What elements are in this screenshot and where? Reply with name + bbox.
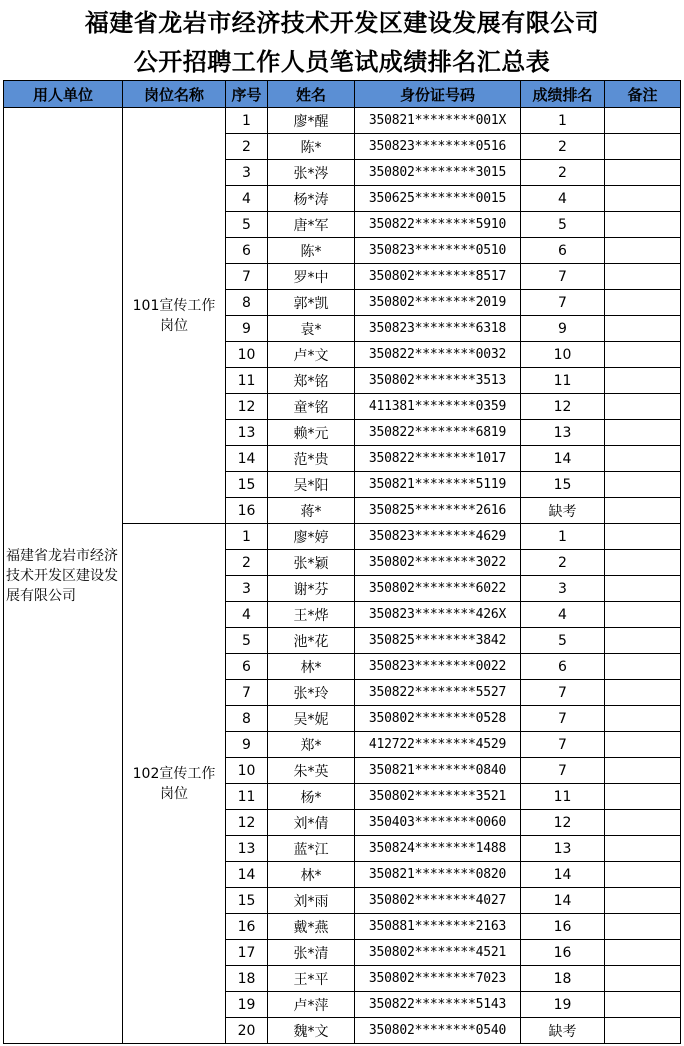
name-cell: 卢*萍 [268,992,355,1018]
note-cell [605,342,681,368]
note-cell [605,108,681,134]
id-number-cell: 350822********1017 [355,446,521,472]
id-number-cell: 350802********4521 [355,940,521,966]
name-cell: 吴*阳 [268,472,355,498]
id-number-cell: 411381********0359 [355,394,521,420]
number-cell: 13 [226,420,268,446]
id-number-cell: 350802********3022 [355,550,521,576]
note-cell [605,888,681,914]
number-cell: 5 [226,212,268,238]
rank-cell: 1 [521,524,605,550]
rank-cell: 18 [521,966,605,992]
name-cell: 赖*元 [268,420,355,446]
note-cell [605,836,681,862]
number-cell: 3 [226,160,268,186]
rank-cell: 4 [521,186,605,212]
id-number-cell: 350802********3521 [355,784,521,810]
name-cell: 戴*燕 [268,914,355,940]
name-cell: 王*烨 [268,602,355,628]
number-cell: 2 [226,550,268,576]
header-unit: 用人单位 [4,81,123,108]
id-number-cell: 350802********6022 [355,576,521,602]
number-cell: 10 [226,758,268,784]
id-number-cell: 350821********5119 [355,472,521,498]
name-cell: 陈* [268,238,355,264]
id-number-cell: 350825********2616 [355,498,521,524]
name-cell: 张*颖 [268,550,355,576]
number-cell: 11 [226,368,268,394]
number-cell: 18 [226,966,268,992]
table-row [4,108,681,134]
name-cell: 蒋* [268,498,355,524]
id-number-cell: 350822********0032 [355,342,521,368]
note-cell [605,758,681,784]
name-cell: 林* [268,862,355,888]
rank-cell: 11 [521,784,605,810]
note-cell [605,966,681,992]
id-number-cell: 350821********0840 [355,758,521,784]
note-cell [605,940,681,966]
name-cell: 范*贵 [268,446,355,472]
name-cell: 廖*醒 [268,108,355,134]
name-cell: 张*清 [268,940,355,966]
rank-cell: 11 [521,368,605,394]
id-number-cell: 350802********4027 [355,888,521,914]
id-number-cell: 350802********8517 [355,264,521,290]
note-cell [605,732,681,758]
number-cell: 19 [226,992,268,1018]
note-cell [605,264,681,290]
note-cell [605,186,681,212]
id-number-cell: 350823********0516 [355,134,521,160]
note-cell [605,394,681,420]
number-cell: 4 [226,186,268,212]
name-cell: 袁* [268,316,355,342]
note-cell [605,524,681,550]
name-cell: 张*玲 [268,680,355,706]
id-number-cell: 350821********0820 [355,862,521,888]
id-number-cell: 350802********2019 [355,290,521,316]
id-number-cell: 350822********5143 [355,992,521,1018]
id-number-cell: 350802********0528 [355,706,521,732]
rank-cell: 1 [521,108,605,134]
note-cell [605,238,681,264]
rank-cell: 15 [521,472,605,498]
rank-cell: 12 [521,810,605,836]
note-cell [605,498,681,524]
rank-cell: 3 [521,576,605,602]
position-name-cell: 102宣传工作岗位 [123,524,226,1044]
rank-cell: 7 [521,706,605,732]
number-cell: 8 [226,706,268,732]
note-cell [605,914,681,940]
number-cell: 16 [226,914,268,940]
rank-cell: 5 [521,212,605,238]
number-cell: 4 [226,602,268,628]
id-number-cell: 350822********6819 [355,420,521,446]
header-row [4,81,681,108]
name-cell: 郑* [268,732,355,758]
name-cell: 池*花 [268,628,355,654]
note-cell [605,420,681,446]
id-number-cell: 350821********001X [355,108,521,134]
name-cell: 吴*妮 [268,706,355,732]
name-cell: 王*平 [268,966,355,992]
name-cell: 刘*雨 [268,888,355,914]
id-number-cell: 350823********0022 [355,654,521,680]
name-cell: 杨* [268,784,355,810]
header-name: 姓名 [268,81,355,108]
number-cell: 6 [226,654,268,680]
header-position: 岗位名称 [123,81,226,108]
name-cell: 魏*文 [268,1018,355,1044]
number-cell: 9 [226,316,268,342]
note-cell [605,602,681,628]
note-cell [605,290,681,316]
name-cell: 张*涔 [268,160,355,186]
number-cell: 13 [226,836,268,862]
note-cell [605,550,681,576]
name-cell: 卢*文 [268,342,355,368]
number-cell: 7 [226,680,268,706]
name-cell: 陈* [268,134,355,160]
id-number-cell: 350881********2163 [355,914,521,940]
id-number-cell: 350823********4629 [355,524,521,550]
note-cell [605,810,681,836]
note-cell [605,316,681,342]
rank-cell: 缺考 [521,498,605,524]
note-cell [605,368,681,394]
score-ranking-table [3,80,681,1044]
note-cell [605,706,681,732]
id-number-cell: 350823********426X [355,602,521,628]
id-number-cell: 350802********3513 [355,368,521,394]
number-cell: 3 [226,576,268,602]
note-cell [605,654,681,680]
id-number-cell: 350823********6318 [355,316,521,342]
rank-cell: 13 [521,836,605,862]
number-cell: 9 [226,732,268,758]
id-number-cell: 350823********0510 [355,238,521,264]
number-cell: 15 [226,472,268,498]
number-cell: 6 [226,238,268,264]
number-cell: 8 [226,290,268,316]
rank-cell: 7 [521,680,605,706]
rank-cell: 16 [521,940,605,966]
id-number-cell: 350822********5910 [355,212,521,238]
name-cell: 谢*芬 [268,576,355,602]
note-cell [605,1018,681,1044]
rank-cell: 6 [521,654,605,680]
rank-cell: 4 [521,602,605,628]
name-cell: 蓝*江 [268,836,355,862]
note-cell [605,472,681,498]
number-cell: 1 [226,524,268,550]
rank-cell: 14 [521,446,605,472]
rank-cell: 7 [521,732,605,758]
rank-cell: 12 [521,394,605,420]
note-cell [605,212,681,238]
name-cell: 郭*凯 [268,290,355,316]
header-note: 备注 [605,81,681,108]
number-cell: 2 [226,134,268,160]
rank-cell: 6 [521,238,605,264]
name-cell: 罗*中 [268,264,355,290]
name-cell: 刘*倩 [268,810,355,836]
id-number-cell: 350825********3842 [355,628,521,654]
note-cell [605,576,681,602]
rank-cell: 16 [521,914,605,940]
number-cell: 7 [226,264,268,290]
document-title-line2: 公开招聘工作人员笔试成绩排名汇总表 [133,48,551,76]
id-number-cell: 350625********0015 [355,186,521,212]
rank-cell: 5 [521,628,605,654]
name-cell: 唐*军 [268,212,355,238]
rank-cell: 7 [521,758,605,784]
name-cell: 朱*英 [268,758,355,784]
number-cell: 15 [226,888,268,914]
id-number-cell: 350403********0060 [355,810,521,836]
number-cell: 12 [226,810,268,836]
rank-cell: 7 [521,290,605,316]
rank-cell: 10 [521,342,605,368]
note-cell [605,680,681,706]
rank-cell: 缺考 [521,1018,605,1044]
document-title-line1: 福建省龙岩市经济技术开发区建设发展有限公司 [84,9,600,37]
rank-cell: 14 [521,862,605,888]
number-cell: 14 [226,862,268,888]
note-cell [605,628,681,654]
name-cell: 廖*婷 [268,524,355,550]
number-cell: 14 [226,446,268,472]
rank-cell: 13 [521,420,605,446]
note-cell [605,784,681,810]
id-number-cell: 350822********5527 [355,680,521,706]
number-cell: 1 [226,108,268,134]
number-cell: 16 [226,498,268,524]
id-number-cell: 350802********0540 [355,1018,521,1044]
name-cell: 郑*铭 [268,368,355,394]
name-cell: 杨*涛 [268,186,355,212]
rank-cell: 14 [521,888,605,914]
note-cell [605,862,681,888]
employer-unit-cell: 福建省龙岩市经济技术开发区建设发展有限公司 [4,108,123,1044]
name-cell: 童*铭 [268,394,355,420]
position-name-cell: 101宣传工作岗位 [123,108,226,524]
header-id-number: 身份证号码 [355,81,521,108]
rank-cell: 2 [521,160,605,186]
rank-cell: 7 [521,264,605,290]
header-number: 序号 [226,81,268,108]
note-cell [605,992,681,1018]
id-number-cell: 412722********4529 [355,732,521,758]
header-rank: 成绩排名 [521,81,605,108]
number-cell: 17 [226,940,268,966]
number-cell: 11 [226,784,268,810]
rank-cell: 2 [521,134,605,160]
note-cell [605,446,681,472]
rank-cell: 2 [521,550,605,576]
number-cell: 5 [226,628,268,654]
id-number-cell: 350802********7023 [355,966,521,992]
note-cell [605,134,681,160]
number-cell: 12 [226,394,268,420]
name-cell: 林* [268,654,355,680]
id-number-cell: 350802********3015 [355,160,521,186]
number-cell: 20 [226,1018,268,1044]
note-cell [605,160,681,186]
number-cell: 10 [226,342,268,368]
id-number-cell: 350824********1488 [355,836,521,862]
rank-cell: 9 [521,316,605,342]
rank-cell: 19 [521,992,605,1018]
